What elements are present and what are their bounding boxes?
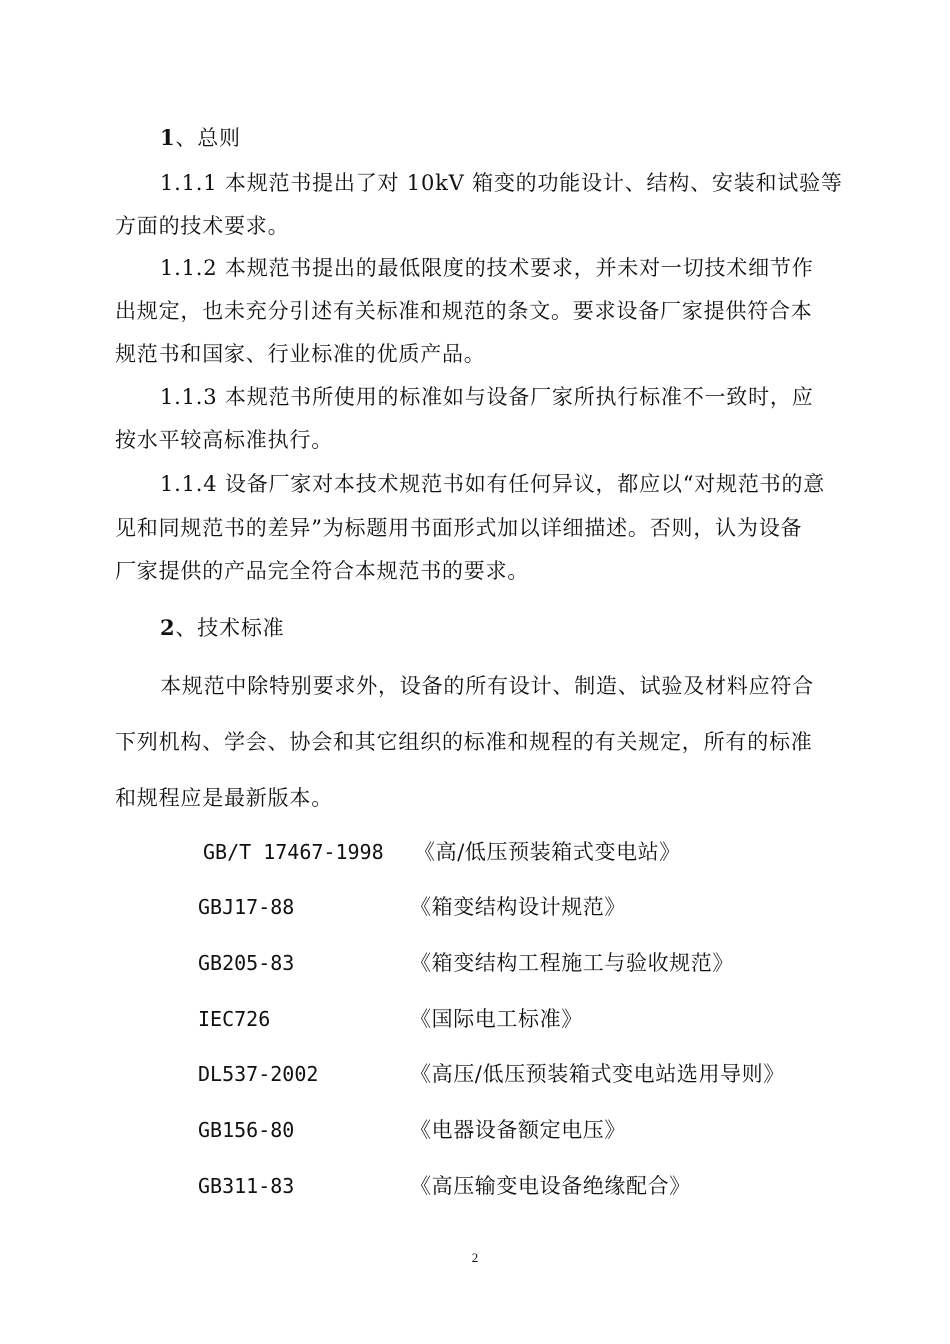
section-2-intro-line-2: 下列机构、学会、协会和其它组织的标准和规程的有关规定，所有的标准 <box>115 730 813 754</box>
standard-code: GB156-80 <box>198 1118 295 1142</box>
standard-title: 《箱变结构工程施工与验收规范》 <box>410 951 734 975</box>
paragraph-1-1-2-line-1: 1.1.2 本规范书提出的最低限度的技术要求，并未对一切技术细节作 <box>160 256 814 280</box>
standard-title: 《高压/低压预装箱式变电站选用导则》 <box>410 1062 785 1086</box>
page-number: 2 <box>471 1250 479 1265</box>
paragraph-1-1-4-line-2: 见和同规范书的差异”为标题用书面形式加以详细描述。否则，认为设备 <box>115 516 803 540</box>
standard-code: IEC726 <box>198 1007 271 1031</box>
paragraph-1-1-3-line-1: 1.1.3 本规范书所使用的标准如与设备厂家所执行标准不一致时，应 <box>160 385 814 409</box>
section-2-heading <box>160 614 284 642</box>
standard-title: 《箱变结构设计规范》 <box>410 895 626 919</box>
paragraph-1-1-4-line-3: 厂家提供的产品完全符合本规范书的要求。 <box>115 559 530 583</box>
standard-title: 《国际电工标准》 <box>410 1007 583 1031</box>
section-2-title: 、技术标准 <box>175 616 285 640</box>
section-2-number: 2 <box>160 615 176 640</box>
standard-title: 《电器设备额定电压》 <box>410 1118 626 1142</box>
standard-code: DL537-2002 <box>198 1062 319 1086</box>
section-1-title: 、总则 <box>175 126 241 150</box>
standard-code: GB205-83 <box>198 951 295 975</box>
standard-title: 《高/低压预装箱式变电站》 <box>414 840 681 864</box>
standard-code: GB/T 17467-1998 <box>203 840 384 864</box>
paragraph-1-1-3-line-2: 按水平较高标准执行。 <box>115 428 333 452</box>
section-1-number: 1 <box>160 125 176 150</box>
section-2-intro-line-1: 本规范中除特别要求外，设备的所有设计、制造、试验及材料应符合 <box>160 674 814 698</box>
paragraph-1-1-2-line-3: 规范书和国家、行业标准的优质产品。 <box>115 342 486 366</box>
standard-title: 《高压输变电设备绝缘配合》 <box>410 1174 691 1198</box>
paragraph-1-1-4-line-1: 1.1.4 设备厂家对本技术规范书如有任何异议，都应以“对规范书的意 <box>160 472 826 496</box>
section-2-intro-line-3: 和规程应是最新版本。 <box>115 786 333 810</box>
section-1-heading <box>160 124 241 152</box>
paragraph-1-1-1-line-2: 方面的技术要求。 <box>115 214 290 238</box>
standard-code: GB311-83 <box>198 1174 295 1198</box>
standard-code: GBJ17-88 <box>198 895 295 919</box>
paragraph-1-1-2-line-2: 出规定，也未充分引述有关标准和规范的条文。要求设备厂家提供符合本 <box>115 299 813 323</box>
paragraph-1-1-1-line-1: 1.1.1 本规范书提出了对 10kV 箱变的功能设计、结构、安装和试验等 <box>160 171 843 195</box>
